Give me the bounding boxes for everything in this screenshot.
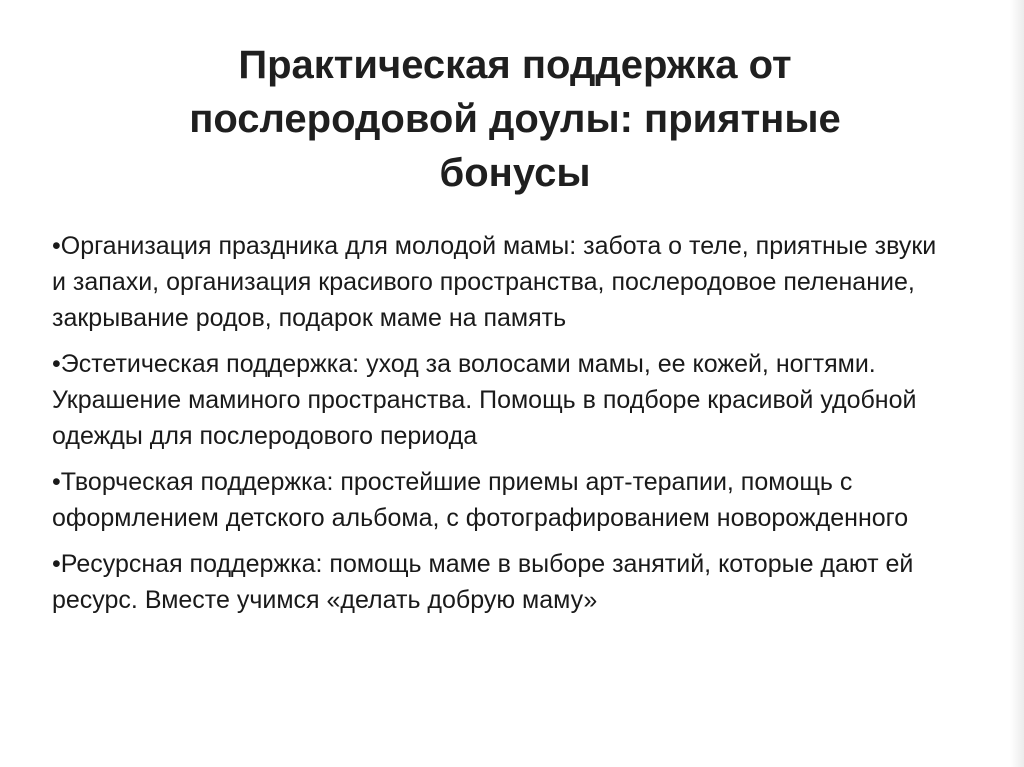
bullet-item-celebration: •Организация праздника для молодой мамы: забота о теле, приятные звуки и запахи, организация красивого пространства, послеродовое пеленание, закрывание родов, подарок маме на память	[52, 232, 937, 332]
bullet-item-resource: •Ресурсная поддержка: помощь маме в выборе занятий, которые дают ей ресурс. Вместе учимся «делать добрую маму»	[52, 550, 914, 614]
slide-edge-shadow	[1010, 0, 1024, 767]
slide-title: Практическая поддержка от послеродовой доулы: приятные бонусы	[189, 43, 841, 195]
bullet-item-aesthetic: •Эстетическая поддержка: уход за волосами мамы, ее кожей, ногтями. Украшение маминого пространства. Помощь в подборе красивой удобной одежды для послеродового периода	[52, 350, 917, 450]
bullet-item-creative: •Творческая поддержка: простейшие приемы арт-терапии, помощь с оформлением детского альбома, с фотографированием новорожденного	[52, 468, 909, 532]
bullet-list	[52, 228, 942, 628]
